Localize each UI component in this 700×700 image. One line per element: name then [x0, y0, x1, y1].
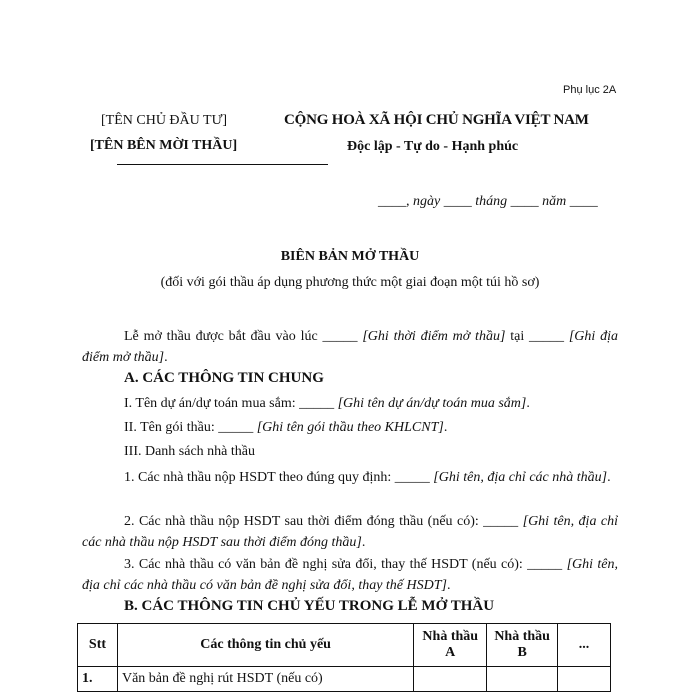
column-header-main-info: Các thông tin chủ yếu — [117, 624, 413, 667]
section-a-heading: A. CÁC THÔNG TIN CHUNG — [124, 370, 324, 386]
row-info: Văn bản đề nghị rút HSDT (nếu có) — [117, 667, 413, 692]
bid-inviter-name: [TÊN BÊN MỜI THẦU] — [90, 138, 238, 153]
header-divider — [117, 164, 328, 165]
nation-name: CỘNG HOÀ XÃ HỘI CHỦ NGHĨA VIỆT NAM — [284, 112, 589, 128]
column-header-bidder-b: Nhà thầu B — [487, 624, 558, 667]
document-subtitle: (đối với gói thầu áp dụng phương thức một giai đoạn một túi hồ sơ) — [160, 275, 540, 290]
document-title: BIÊN BẢN MỞ THẦU — [280, 249, 420, 264]
date-line: ____, ngày ____ tháng ____ năm ____ — [378, 194, 598, 209]
investor-name: [TÊN CHỦ ĐẦU TƯ] — [101, 113, 228, 128]
appendix-label: Phụ lục 2A — [563, 84, 617, 96]
column-header-stt: Stt — [78, 624, 118, 667]
national-motto: Độc lập - Tự do - Hạnh phúc — [347, 139, 519, 154]
intro-paragraph: Lễ mở thầu được bắt đầu vào lúc _____ [Ghi thời điểm mở thầu] tại _____ [Ghi địa điểm mở thầu]. — [82, 329, 618, 365]
row-number: 1. — [78, 667, 118, 692]
table-row — [78, 667, 611, 692]
bidder-list-heading: III. Danh sách nhà thầu — [124, 444, 256, 459]
bidders-on-time-paragraph: 1. Các nhà thầu nộp HSDT theo đúng quy định: _____ [Ghi tên, địa chỉ các nhà thầu]. — [124, 470, 611, 485]
section-b-heading: B. CÁC THÔNG TIN CHỦ YẾU TRONG LỄ MỞ THẦU — [124, 598, 495, 614]
row-cell-more — [558, 667, 611, 692]
bidders-amend-paragraph: 3. Các nhà thầu có văn bản đề nghị sửa đổi, thay thế HSDT (nếu có): _____ [Ghi tên, địa chỉ các nhà thầu có văn bản đề nghị sửa đổi, thay thế HSDT]. — [82, 557, 618, 593]
opening-info-table — [77, 623, 611, 692]
column-header-bidder-a: Nhà thầu A — [414, 624, 487, 667]
row-cell-bidder-b — [487, 667, 558, 692]
package-name-line: II. Tên gói thầu: _____ [Ghi tên gói thầu theo KHLCNT]. — [124, 420, 448, 435]
bidders-late-paragraph: 2. Các nhà thầu nộp HSDT sau thời điểm đóng thầu (nếu có): _____ [Ghi tên, địa chỉ các nhà thầu nộp HSDT sau thời điểm đóng thầu]. — [82, 514, 618, 550]
project-name-line: I. Tên dự án/dự toán mua sắm: _____ [Ghi tên dự án/dự toán mua sắm]. — [124, 396, 530, 411]
row-cell-bidder-a — [414, 667, 487, 692]
column-header-more: ... — [558, 624, 611, 667]
table-header-row — [78, 624, 611, 667]
